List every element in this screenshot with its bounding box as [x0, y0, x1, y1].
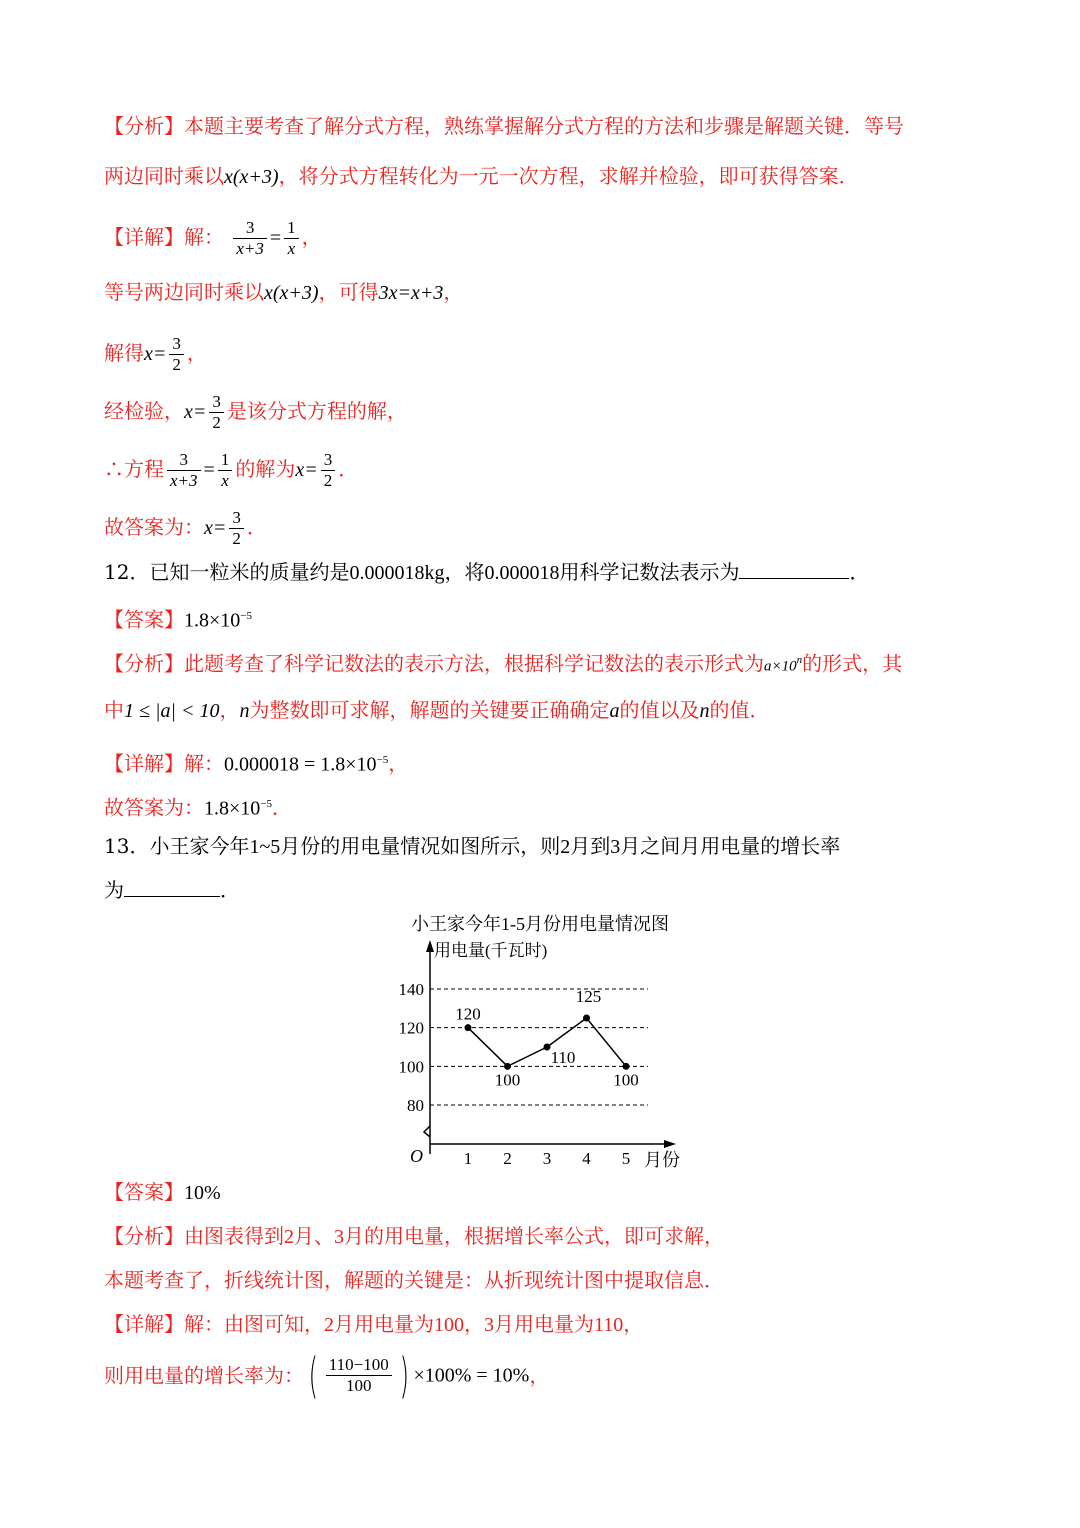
q12-final-answer: 故答案为：$1.8\times 10^{-5}$． — [104, 795, 292, 820]
q13-stem-line1: 13．小王家今年1~5月份的用电量情况如图所示，则2月到3月之间月用电量的增长率 — [104, 834, 841, 858]
q13-detail: 【详解】解：由图可知，2月用电量为100，3月用电量为110， — [104, 1312, 644, 1336]
q13-analysis-line1: 【分析】由图表得到2月、3月的用电量，根据增长率公式，即可求解， — [104, 1224, 724, 1248]
x-tick-label: 1 — [463, 1149, 473, 1168]
q11-step3: 经检验，x= $\frac{3}{2}$ 是该分式方程的解， — [104, 392, 407, 432]
answer-tag: 【答案】 — [104, 607, 184, 632]
electricity-line-chart — [380, 904, 700, 1174]
answer-blank — [739, 558, 849, 579]
x-axis-arrow — [664, 1140, 676, 1148]
q11-step2: 解得x= $\frac{3}{2}$ ， — [104, 334, 207, 374]
data-label: 110 — [550, 1048, 576, 1067]
x-tick-label: 2 — [503, 1149, 512, 1168]
q12-analysis-line1: 【分析】此题考查了科学记数法的表示方法，根据科学记数法的表示形式为$a\times 10^n$的形式，其 — [104, 651, 903, 676]
data-label: 100 — [613, 1070, 639, 1090]
y-tick-label: 120 — [398, 1018, 424, 1038]
detail-tag: 【详解】 — [104, 225, 184, 249]
q11-step1: 等号两边同时乘以x(x+3)，可得3x=x+3， — [104, 280, 464, 304]
x-tick-label: 3 — [542, 1149, 552, 1168]
answer-blank — [124, 876, 220, 897]
q12-answer: 【答案】$1.8\times 10^{-5}$ — [104, 607, 252, 632]
q13-stem-line2: 为 ． — [104, 878, 240, 902]
q13-answer: 【答案】10% — [104, 1180, 221, 1204]
q12-analysis-line2: 中1 ≤ |a| < 10，n为整数即可求解，解题的关键要正确确定a的值以及n的值． — [104, 698, 770, 722]
x-axis-label: 月份 — [644, 1150, 680, 1170]
y-axis-label: 用电量(千瓦时) — [434, 941, 548, 960]
y-tick-label: 100 — [398, 1057, 424, 1077]
data-point — [623, 1063, 630, 1070]
data-point — [583, 1015, 590, 1022]
q11-step4: ∴方程 $\frac{3}{x+3}$ = $\frac{1}{x}$ 的解为x= $\frac{3}{2}$ ． — [104, 450, 359, 490]
q11-analysis-line2: 两边同时乘以x(x+3)，将分式方程转化为一元一次方程，求解并检验，即可获得答案． — [104, 164, 859, 188]
q12-stem: 12．已知一粒米的质量约是0.000018kg，将0.000018用科学记数法表示为 ． — [104, 560, 870, 584]
q12-detail: 【详解】解：$0.000018 = 1.8\times 10^{-5}$， — [104, 751, 409, 776]
question-number: 13． — [104, 834, 150, 858]
origin-label: O — [410, 1146, 423, 1166]
data-label: 120 — [455, 1004, 481, 1024]
chart-title: 小王家今年1-5月份用电量情况图 — [411, 914, 669, 934]
x-tick-label: 5 — [621, 1149, 631, 1168]
q13-analysis-line2: 本题考查了，折线统计图，解题的关键是：从折现统计图中提取信息． — [104, 1268, 724, 1292]
q13-calculation: 则用电量的增长率为：( $\frac{110-100}{100}$ ) ×100% = 10%， — [104, 1347, 550, 1404]
y-axis-arrow — [426, 940, 434, 952]
y-tick-label: 140 — [398, 980, 424, 999]
data-point — [544, 1044, 551, 1051]
fraction: $\frac{1}{x}$ — [284, 218, 299, 259]
data-point — [465, 1024, 472, 1031]
q11-analysis-line1: 【分析】本题主要考查了解分式方程，熟练掌握解分式方程的方法和步骤是解题关键．等号 — [104, 114, 904, 138]
series-line — [468, 1018, 626, 1066]
answer-tag: 【答案】 — [104, 1180, 184, 1204]
question-number: 12． — [104, 560, 150, 584]
x-tick-label: 4 — [582, 1149, 591, 1168]
q11-detail-line: 【详解】解： $\frac{3}{x+3}$ = $\frac{1}{x}$ ， — [104, 218, 322, 258]
data-label: 125 — [575, 987, 602, 1006]
y-tick-label: 80 — [407, 1096, 424, 1115]
axis-break — [424, 1126, 430, 1137]
data-label: 100 — [494, 1070, 521, 1090]
data-point — [504, 1063, 511, 1070]
analysis-tag: 【分析】 — [104, 114, 184, 138]
fraction: $\frac{3}{x+3}$ — [233, 218, 267, 259]
q11-final-answer: 故答案为：x= $\frac{3}{2}$ ． — [104, 508, 267, 548]
